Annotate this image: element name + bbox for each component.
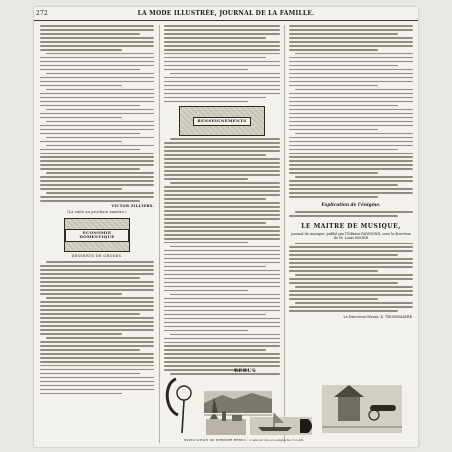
editor-signature: Le Directeur-Gérant, E. THOMSMAYRE. [343,314,413,319]
page-header [34,7,418,21]
city-skyline-icon [206,411,246,435]
letter-c-horn-icon [167,379,191,433]
rebus-title: RÉBUS [234,368,257,374]
rebus-caption: EXPLICATION DU DERNIER RÉBUS : L'amour du sol empêche l'oubli. [184,438,305,442]
economie-domestique-banner [64,218,130,252]
coastal-town-scene-icon [204,391,272,415]
article-signature: VICTOR ZILLIERS. [111,204,154,209]
section-subtitle: DESSERTS DE GROSES. [71,254,123,259]
renseignements-banner [179,106,265,136]
column-divider [159,25,160,443]
column-right [289,25,413,319]
music-journal-subheading: journal de musique, publié par l'Éditeur RAYMOND, sous la direction de M. Louis ROGER [291,231,411,240]
rebus-engraving [162,369,408,437]
text-block [289,25,413,198]
text-block [40,261,154,394]
continuation-note: (La suite au prochain numéro.) [67,210,127,215]
newspaper-page [34,7,418,447]
column-middle [164,25,280,377]
text-block [40,25,154,202]
text-block [164,25,280,102]
column-left [40,25,154,397]
music-journal-heading: LE MAITRE DE MUSIQUE, [301,222,401,230]
text-block [164,138,280,375]
banner-label: ÉCONOMIE DOMESTIQUE [65,229,129,242]
text-block [289,211,413,217]
text-block [289,243,413,312]
monument-cannon-icon [322,385,402,433]
journal-title: LA MODE ILLUSTRÉE, JOURNAL DE LA FAMILLE. [137,10,315,17]
banner-label: RENSEIGNEMENTS [193,117,250,126]
enigma-explanation-heading: Explication de l'énigme. [321,202,381,208]
page-number: 272 [36,10,49,17]
